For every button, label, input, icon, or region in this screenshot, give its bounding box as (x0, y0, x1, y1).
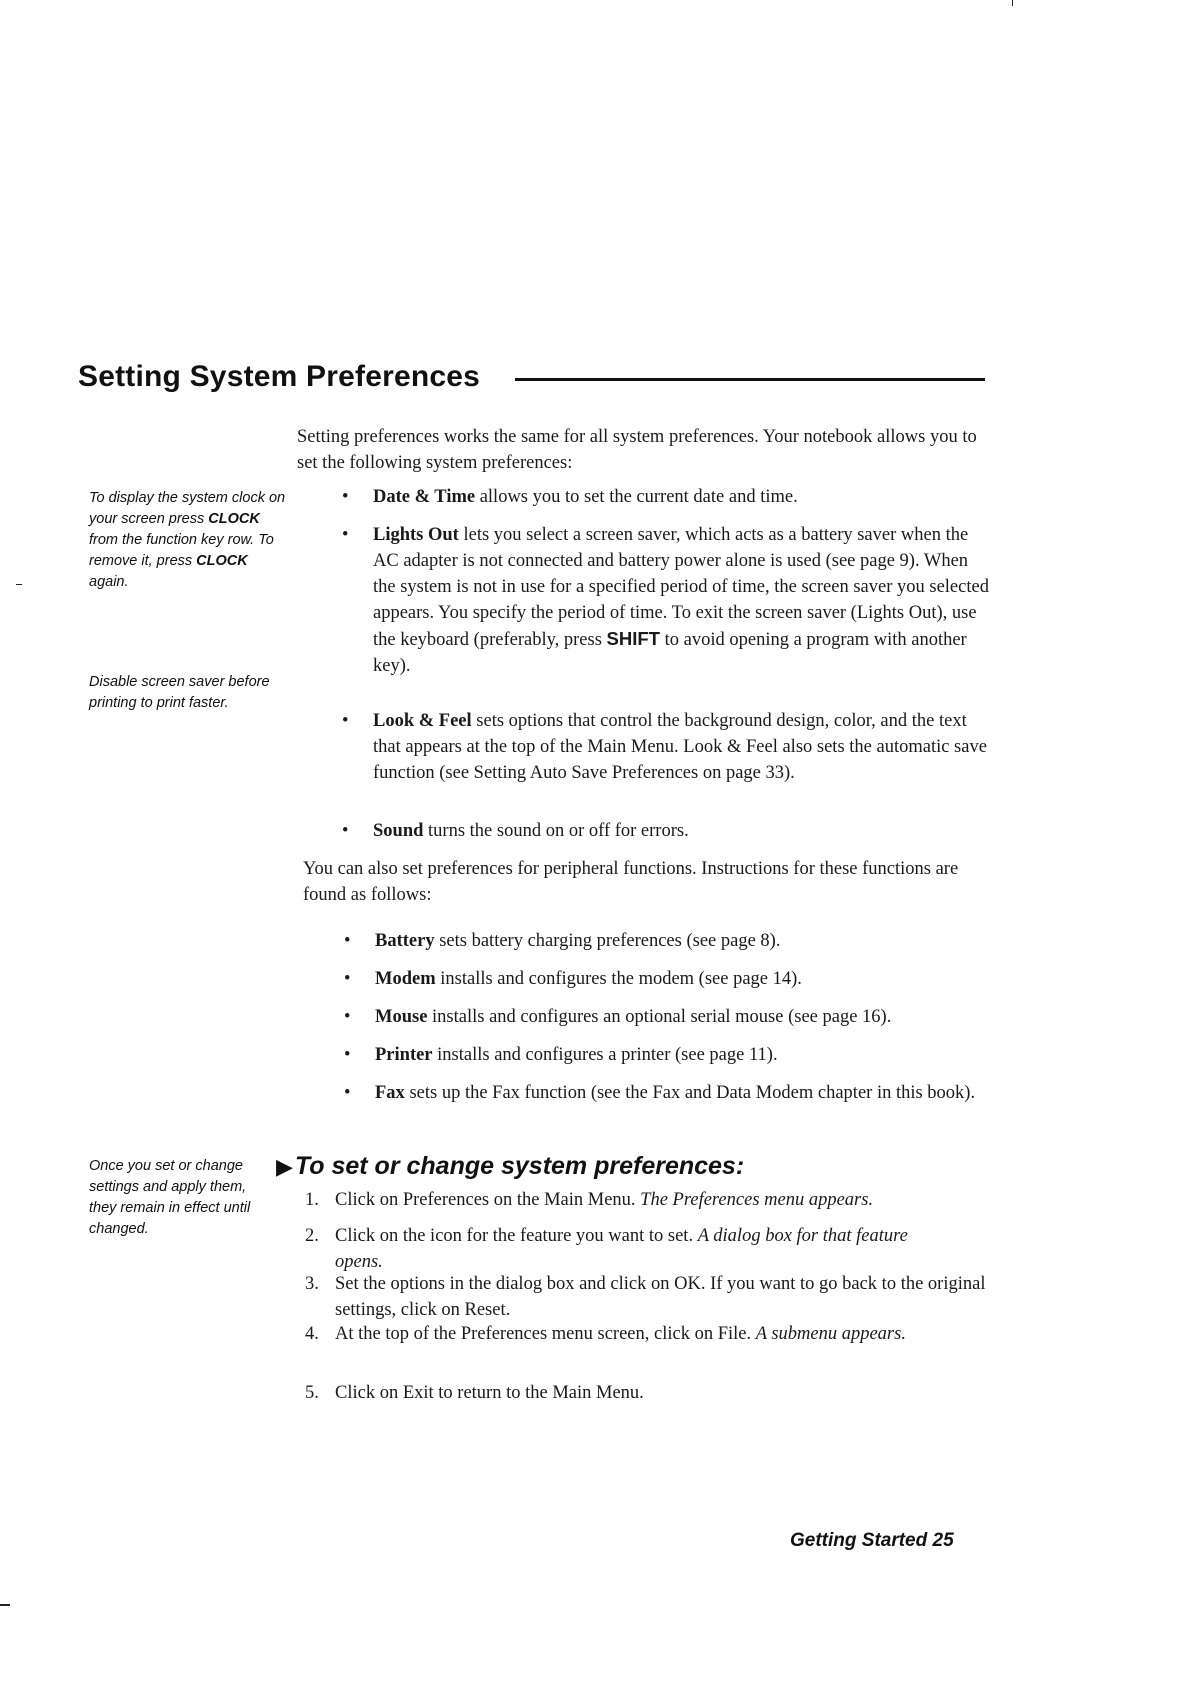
procedure-title: To set or change system preferences: (294, 1152, 745, 1180)
page-title: Setting System Preferences (78, 360, 481, 393)
list-item (344, 484, 994, 510)
step-number: 1. (305, 1190, 319, 1210)
bullet-dot: • (342, 711, 349, 731)
scan-mark (16, 584, 22, 585)
term: Mouse (375, 1007, 428, 1027)
step-number: 5. (305, 1383, 319, 1403)
bullet-dot: • (342, 821, 349, 841)
step-text: Click on Exit to return to the Main Menu. (335, 1383, 644, 1403)
description: turns the sound on or off for errors. (423, 821, 689, 841)
description: allows you to set the current date and time. (475, 487, 798, 507)
term: Battery (375, 931, 435, 951)
intro-paragraph: Setting preferences works the same for all system preferences. Your notebook allows you to set the following system preferences: (297, 427, 977, 473)
list-item (346, 966, 996, 992)
bullet-dot: • (344, 969, 351, 989)
bullet-dot: • (344, 1007, 351, 1027)
term: Printer (375, 1045, 433, 1065)
step-item (305, 1271, 995, 1323)
list-item (346, 928, 996, 954)
description: lets you select a screen saver, which acts as a battery saver when the AC adapter is not connected and battery power alone is used (see page 9). When the system is not in use for a specified period of time, the screen saver you selected appears. You specify the period of time. To exit the screen saver (Lights Out), use the keyboard (preferably, press (373, 525, 989, 650)
title-rule (515, 378, 985, 381)
procedure-heading (276, 1152, 744, 1181)
step-result: A dialog box for that feature opens. (335, 1226, 908, 1272)
description: to avoid opening a program with another key). (373, 630, 967, 676)
margin-note-clock (89, 488, 289, 593)
step-text: Set the options in the dialog box and click on OK. If you want to go back to the original settings, click on Reset. (335, 1274, 986, 1320)
step-number: 3. (305, 1274, 319, 1294)
term: Look & Feel (373, 711, 472, 731)
term: Lights Out (373, 525, 459, 545)
bullet-dot: • (344, 1083, 351, 1103)
step-text: Click on Preferences on the Main Menu. (335, 1190, 641, 1210)
scan-mark (0, 1604, 10, 1606)
term: Sound (373, 821, 424, 841)
step-result: A submenu appears. (755, 1324, 906, 1344)
margin-note-text: To display the system clock on your screen press (89, 490, 286, 527)
margin-note-screensaver: Disable screen saver before printing to print faster. (89, 674, 270, 711)
list-item (346, 1004, 996, 1030)
margin-note-key: CLOCK (196, 553, 248, 569)
step-item (305, 1380, 995, 1406)
margin-note-text: again. (89, 574, 129, 590)
step-item (305, 1187, 995, 1213)
step-item (305, 1321, 965, 1347)
description: installs and configures an optional serial mouse (see page 16). (427, 1007, 892, 1027)
bullet-dot: • (342, 525, 349, 545)
margin-note-key: CLOCK (208, 511, 260, 527)
key-name: SHIFT (606, 628, 660, 649)
step-text: Click on the icon for the feature you want to set. (335, 1226, 698, 1246)
list-item (344, 708, 994, 786)
description: installs and configures the modem (see page 14). (435, 969, 802, 989)
description: sets options that control the background design, color, and the text that appears at the top of the Main Menu. Look & Feel also sets the automatic save function (see Setting Auto Save Preferences on page 33). (373, 711, 987, 783)
term: Date & Time (373, 487, 476, 507)
step-text: At the top of the Preferences menu screen, click on File. (335, 1324, 756, 1344)
description: installs and configures a printer (see page 11). (432, 1045, 778, 1065)
peripheral-paragraph: You can also set preferences for peripheral functions. Instructions for these functions are found as follows: (303, 859, 959, 905)
step-number: 2. (305, 1226, 319, 1246)
bullet-dot: • (342, 487, 349, 507)
term: Fax (375, 1083, 405, 1103)
arrow-icon: ▶ (276, 1154, 293, 1179)
bullet-dot: • (344, 1045, 351, 1065)
margin-note-settings: Once you set or change settings and apply them, they remain in effect until changed. (89, 1158, 251, 1237)
scan-mark (1012, 0, 1013, 6)
step-item (305, 1223, 955, 1275)
step-number: 4. (305, 1324, 319, 1344)
list-item (344, 818, 994, 844)
step-result: The Preferences menu appears. (640, 1190, 874, 1210)
list-item (344, 522, 994, 679)
bullet-dot: • (344, 931, 351, 951)
description: sets battery charging preferences (see page 8). (434, 931, 781, 951)
margin-note-text: from the function key row. To remove it, press (89, 532, 274, 569)
list-item (346, 1080, 976, 1106)
list-item (346, 1042, 996, 1068)
description: sets up the Fax function (see the Fax and Data Modem chapter in this book). (404, 1083, 976, 1103)
term: Modem (375, 969, 436, 989)
page-footer: Getting Started 25 (790, 1530, 954, 1551)
